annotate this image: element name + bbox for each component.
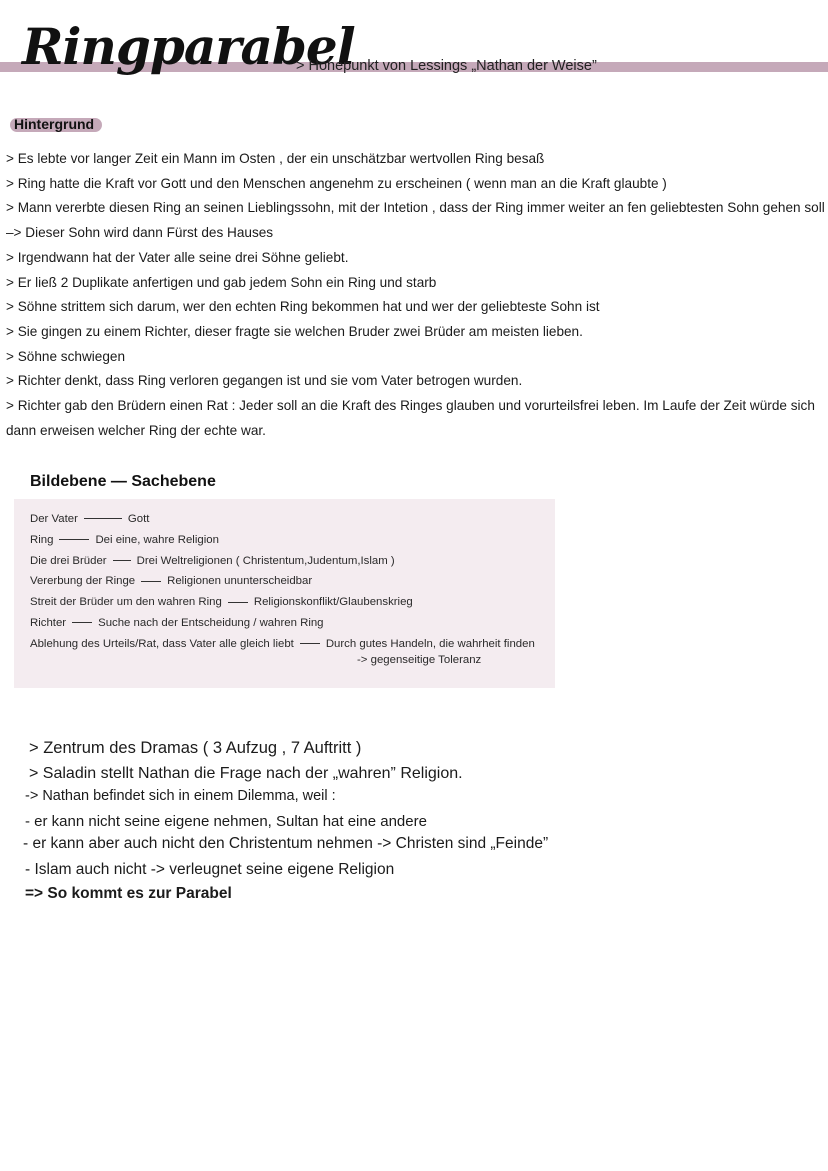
meaning-level-term: Religionskonflikt/Glaubenskrieg xyxy=(253,596,413,609)
page-title: Ringparabel xyxy=(22,17,355,76)
image-level-term: Die drei Brüder xyxy=(30,554,107,567)
list-item: > Er ließ 2 Duplikate anfertigen und gab jedem Sohn ein Ring und starb xyxy=(6,274,437,290)
image-level-term: Ablehung des Urteils/Rat, dass Vater alle gleich liebt xyxy=(30,637,294,650)
zentrum-conclusion: => So kommt es zur Parabel xyxy=(25,885,232,902)
mapping-row xyxy=(30,530,535,551)
image-level-term: Ring xyxy=(30,533,54,546)
connector-dash xyxy=(300,643,320,644)
list-item: > Irgendwann hat der Vater alle seine drei Söhne geliebt. xyxy=(6,249,349,265)
mapping-row xyxy=(30,509,535,530)
zentrum-line: - er kann aber auch nicht den Christentum nehmen -> Christen sind „Feinde” xyxy=(23,835,549,852)
list-item: –> Dieser Sohn wird dann Fürst des Hauses xyxy=(6,225,274,241)
zentrum-line: > Saladin stellt Nathan die Frage nach der „wahren” Religion. xyxy=(29,765,463,782)
meaning-level-term: Suche nach der Entscheidung / wahren Ring xyxy=(98,616,324,629)
mapping-row xyxy=(30,551,535,572)
list-item: > Mann vererbte diesen Ring an seinen Lieblingssohn, mit der Intetion , dass der Ring immer weiter an fen geliebtesten Sohn gehen soll xyxy=(6,200,825,216)
connector-dash xyxy=(59,539,89,540)
toleranz-note: -> gegenseitige Toleranz xyxy=(357,654,482,666)
zentrum-line: > Zentrum des Dramas ( 3 Aufzug , 7 Auftritt ) xyxy=(29,739,362,757)
list-item: > Söhne schwiegen xyxy=(6,348,126,364)
meaning-level-term: Religionen ununterscheidbar xyxy=(167,575,313,588)
connector-dash xyxy=(141,581,161,582)
image-level-term: Streit der Brüder um den wahren Ring xyxy=(30,596,222,609)
mapping-row xyxy=(30,571,535,592)
section-heading-bildebene: Bildebene — Sachebene xyxy=(30,473,216,490)
list-item: > Ring hatte die Kraft vor Gott und den Menschen angenehm zu erscheinen ( wenn man an die Kraft glaubte ) xyxy=(6,175,667,191)
connector-dash xyxy=(228,602,248,603)
zentrum-line: - er kann nicht seine eigene nehmen, Sultan hat eine andere xyxy=(25,813,427,830)
zentrum-line: - Islam auch nicht -> verleugnet seine eigene Religion xyxy=(25,861,395,878)
meaning-level-term: Gott xyxy=(127,513,150,525)
connector-dash xyxy=(72,622,92,623)
mapping-row xyxy=(30,613,535,634)
meaning-level-term: Drei Weltreligionen ( Christentum,Judentum,Islam ) xyxy=(136,554,395,567)
mapping-row xyxy=(30,634,535,655)
zentrum-line: -> Nathan befindet sich in einem Dilemma, weil : xyxy=(25,788,336,804)
list-item: > Richter denkt, dass Ring verloren gegangen ist und sie vom Vater betrogen wurden. xyxy=(6,373,523,389)
list-item: > Sie gingen zu einem Richter, dieser fragte sie welchen Bruder zwei Brüder am meisten lieben. xyxy=(6,323,583,339)
connector-dash xyxy=(84,518,122,519)
hintergrund-list xyxy=(6,147,825,443)
image-level-term: Richter xyxy=(30,616,67,629)
list-item: > Richter gab den Brüdern einen Rat : Jeder soll an die Kraft des Ringes glauben und vorurteilsfrei leben. Im Laufe der Zeit würde sich dann erweisen welcher Ring der echte war. xyxy=(6,398,815,438)
bildebene-list xyxy=(30,509,535,655)
image-level-term: Vererbung der Ringe xyxy=(30,575,136,588)
page-subtitle: > Hohepunkt von Lessings „Nathan der Weise” xyxy=(296,58,597,74)
section-heading-hintergrund: Hintergrund xyxy=(14,116,95,132)
meaning-level-term: Durch gutes Handeln, die wahrheit finden xyxy=(325,637,535,650)
mapping-row xyxy=(30,592,535,613)
connector-dash xyxy=(113,560,131,561)
image-level-term: Der Vater xyxy=(30,513,78,525)
list-item: > Söhne strittem sich darum, wer den echten Ring bekommen hat und wer der geliebteste Sohn ist xyxy=(6,299,600,315)
meaning-level-term: Dei eine, wahre Religion xyxy=(95,533,219,546)
list-item: > Es lebte vor langer Zeit ein Mann im Osten , der ein unschätzbar wertvollen Ring besaß xyxy=(6,151,545,166)
